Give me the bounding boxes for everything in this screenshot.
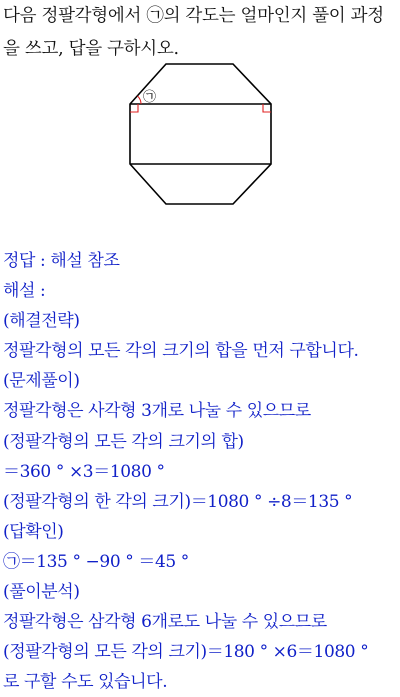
answer-line: 해설 : — [3, 281, 46, 302]
answer-line: 로 구할 수도 있습니다. — [3, 672, 168, 693]
answer-line: (정팔각형의 한 각의 크기)＝1080 ° ÷8＝135 ° — [3, 491, 353, 512]
right-angle-mark-left — [130, 104, 138, 112]
angle-arc — [138, 96, 142, 104]
question-line-2: 을 쓰고, 답을 구하시오. — [3, 39, 179, 59]
answer-line: 정팔각형은 삼각형 6개로도 나눌 수 있으므로 — [3, 612, 327, 633]
answer-line: (문제풀이) — [3, 371, 80, 392]
answer-explanation — [3, 246, 399, 697]
angle-label: ㉠ — [143, 90, 157, 105]
octagon-diagram — [120, 58, 280, 210]
answer-line: (답확인) — [3, 521, 64, 542]
answer-line: (풀이분석) — [3, 582, 80, 603]
answer-line: ㉠＝135 ° −90 ° ＝45 ° — [3, 551, 189, 572]
question-line-1: 다음 정팔각형에서 ㉠의 각도는 얼마인지 풀이 과정 — [3, 6, 384, 26]
answer-line: 정팔각형은 사각형 3개로 나눌 수 있으므로 — [3, 401, 311, 422]
answer-line: (정팔각형의 모든 각의 크기)＝180 ° ×6＝1080 ° — [3, 642, 369, 663]
answer-line: (정팔각형의 모든 각의 크기의 합) — [3, 431, 244, 452]
answer-line: ＝360 ° ×3＝1080 ° — [3, 461, 165, 482]
question-text — [3, 0, 399, 66]
regular-octagon — [130, 64, 271, 204]
answer-line: (해결전략) — [3, 311, 80, 332]
answer-line: 정팔각형의 모든 각의 크기의 합을 먼저 구합니다. — [3, 341, 359, 362]
octagon-figure — [120, 58, 280, 210]
right-angle-mark-right — [263, 104, 271, 112]
answer-line: 정답 : 해설 참조 — [3, 251, 120, 271]
